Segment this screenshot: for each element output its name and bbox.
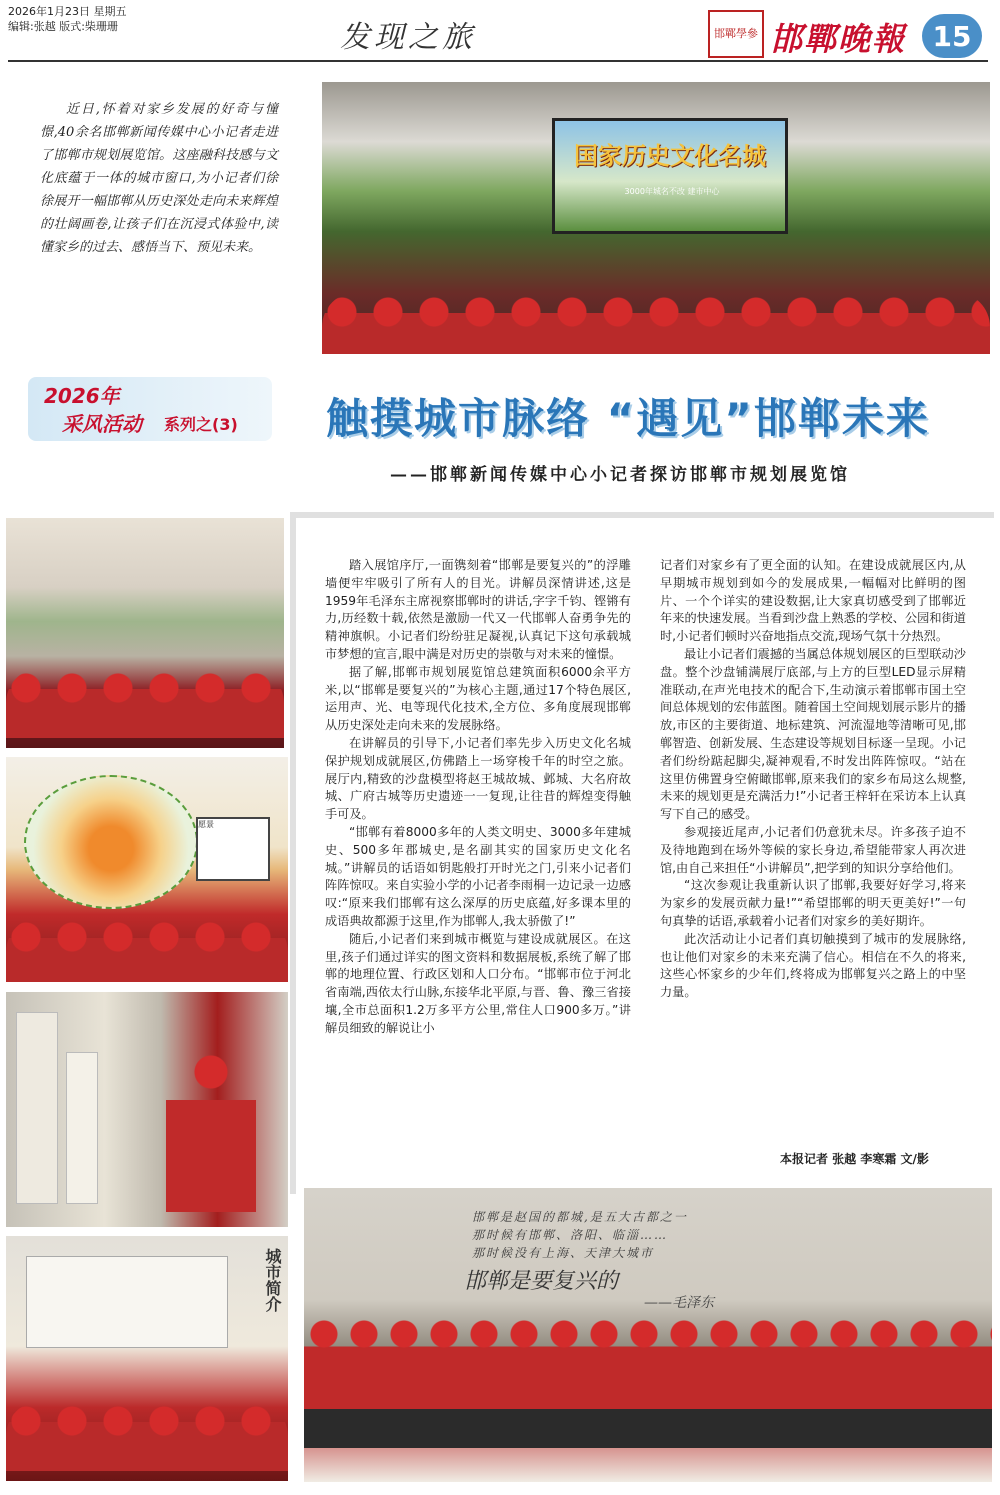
relief-signature: ——毛泽东: [644, 1295, 714, 1311]
paragraph: “邯郸有着8000多年的人类文明史、3000多年建城史、500多年郡城史,是名副其实的国家历史文化名城。”讲解员的话语如钥匙般打开时光之门,引来小记者们阵阵惊叹。来自实验小学的小记者李雨桐一边记录一边感叹:“原来我们邯郸有这么深厚的历史底蕴,好多课本里的成语典故都源于这里,作为邯郸人,我太骄傲了!”: [325, 824, 631, 928]
tower-model: [16, 1012, 58, 1204]
group-of-children: [304, 1318, 992, 1448]
series-title: 采风活动: [62, 412, 142, 436]
relief-line: 那时候有邯郸、洛阳、临淄……: [472, 1228, 669, 1242]
paragraph: 此次活动让小记者们真切触摸到了城市的发展脉络,也让他们对家乡的未来充满了信心。相信在不久的将来,这些心怀家乡的少年们,终将成为邯郸复兴之路上的中坚力量。: [660, 931, 966, 1000]
photo-sandbox-hall: [322, 82, 990, 354]
paragraph: 参观接近尾声,小记者们仍意犹未尽。许多孩子迫不及待地跑到在场外等候的家长身边,希望能带家人再次进馆,由自己来担任“小讲解员”,把学到的知识分享给他们。: [660, 824, 966, 875]
paragraph: 记者们对家乡有了更全面的认知。在建设成就展区内,从早期城市规划到如今的发展成果,一幅幅对比鲜明的图片、一个个详实的建设数据,让大家真切感受到了邯郸近年来的快速发展。当看到沙盘上熟悉的学校、公园和街道时,小记者们顿时兴奋地指点交流,现场气氛十分热烈。: [660, 558, 966, 644]
info-board: [26, 1256, 228, 1348]
series-year: 2026年: [44, 384, 120, 408]
editor-credit: 编辑:张越 版式:柴珊珊: [8, 20, 118, 33]
main-headline: 触摸城市脉络 “遇见”邯郸未来: [326, 394, 930, 443]
seal-char: 邯: [714, 27, 725, 40]
city-intro-sign: 城市简介: [263, 1248, 282, 1312]
seal-char: 鄲: [725, 27, 736, 40]
section-title: 发现之旅: [340, 20, 476, 55]
led-screen-subtitle: 3000年城名不改 建市中心: [624, 187, 720, 196]
tower-model: [66, 1052, 98, 1204]
article-column-1: [325, 557, 631, 1038]
child-in-red-vest: [166, 1052, 256, 1212]
paragraph: 随后,小记者们来到城市概览与建设成就展区。在这里,孩子们通过详实的图文资料和数据展板,系统了解了邯郸的地理位置、行政区划和人口分布。“邯郸市位于河北省南端,西依太行山脉,东接华北平原,与晋、鲁、豫三省接壤,全市总面积1.2万多平方公里,常住人口900多万。”讲解员细致的解说让小: [325, 931, 631, 1035]
page-number-badge: 15: [922, 14, 982, 58]
seal-char: 學: [736, 27, 747, 40]
relief-wall-text: [472, 1208, 688, 1262]
sub-headline: ——邯郸新闻传媒中心小记者探访邯郸市规划展览馆: [390, 465, 850, 485]
issue-date: 2026年1月23日 星期五: [8, 5, 127, 18]
display-screen-label: 愿景: [198, 820, 214, 829]
display-screen: [196, 817, 270, 881]
relief-line: 邯郸是赵国的都城,是五大古都之一: [472, 1210, 688, 1224]
crowd-of-children: [6, 668, 284, 738]
paragraph: 最让小记者们震撼的当属总体规划展区的巨型联动沙盘。整个沙盘铺满展厅底部,与上方的巨型LED显示屏精准联动,在声光电技术的配合下,生动演示着邯郸市国土空间总体规划的宏伟蓝图。随着国土空间规划展示影片的播放,市区的主要街道、地标建筑、河流湿地等清晰可见,邯郸智造、创新发展、生态建设等规划目标逐一呈现。小记者们纷纷踮起脚尖,凝神观看,不时发出阵阵惊叹。“站在这里仿佛置身空俯瞰邯郸,原来我们的家乡布局这么规整,未来的规划更是充满活力!”小记者王梓轩在采访本上认真写下自己的感受。: [660, 646, 966, 822]
photo-planning-map: [6, 757, 288, 982]
newspaper-seal-logo: [708, 10, 764, 58]
intro-paragraph: 近日,怀着对家乡发展的好奇与憧憬,40余名邯郸新闻传媒中心小记者走进了邯郸市规划展览馆。这座融科技感与文化底蕴于一体的城市窗口,为小记者们徐徐展开一幅邯郸从历史深处走向未来辉煌的壮阔画卷,让孩子们在沉浸式体验中,读懂家乡的过去、感悟当下、预见未来。: [40, 102, 278, 255]
article-column-2: [660, 557, 966, 1002]
header-divider: [8, 60, 988, 62]
paragraph: 据了解,邯郸市规划展览馆总建筑面积6000余平方米,以“邯郸是要复兴的”为核心主题,通过17个特色展区,运用声、光、电等现代化技术,全方位、多角度展现邯郸从历史深处走向未来的发展脉络。: [325, 664, 631, 733]
led-screen-title: 国家历史文化名城: [574, 141, 766, 170]
crowd-of-children: [6, 1401, 288, 1471]
relief-line: 那时候没有上海、天津大城市: [472, 1246, 655, 1260]
paragraph: “这次参观让我重新认识了邯郸,我要好好学习,将来为家乡的发展贡献力量!”“希望邯郸的明天更美好!”一句句真挚的话语,承载着小记者们对家乡的美好期许。: [660, 878, 966, 928]
seal-char: 參: [747, 27, 758, 40]
planning-map: [24, 775, 198, 909]
photo-group-in-front-of-relief-wall: [304, 1188, 992, 1482]
photo-city-model: [6, 992, 288, 1227]
paragraph: 在讲解员的引导下,小记者们率先步入历史文化名城保护规划成就展区,仿佛踏上一场穿梭千年的时空之旅。展厅内,精致的沙盘模型将赵王城故城、邺城、大名府故城、广府古城等历史遗迹一一复现,让往昔的辉煌变得触手可及。: [325, 735, 631, 822]
byline: 本报记者 张越 李寒霜 文/影: [780, 1152, 929, 1166]
crowd-of-children: [6, 917, 288, 982]
relief-quote: 邯郸是要复兴的: [464, 1269, 619, 1294]
crowd-of-children: [322, 292, 990, 354]
series-number: 系列之(3): [164, 415, 238, 434]
photo-history-sandbox: [6, 518, 284, 748]
paragraph: 踏入展馆序厅,一面镌刻着“邯郸是要复兴的”的浮雕墙便牢牢吸引了所有人的目光。讲解员深情讲述,这是1959年毛泽东主席视察邯郸时的讲话,字字千钧、铿锵有力,历经数十载,依然是激励一代又一代邯郸人奋勇争先的精神旗帜。小记者们纷纷驻足凝视,认真记下这句承载城市梦想的宣言,眼中满是对历史的崇敬与对未来的憧憬。: [325, 558, 631, 661]
newspaper-brand: 邯鄲晚報: [770, 20, 907, 58]
photo-city-overview: [6, 1236, 288, 1481]
